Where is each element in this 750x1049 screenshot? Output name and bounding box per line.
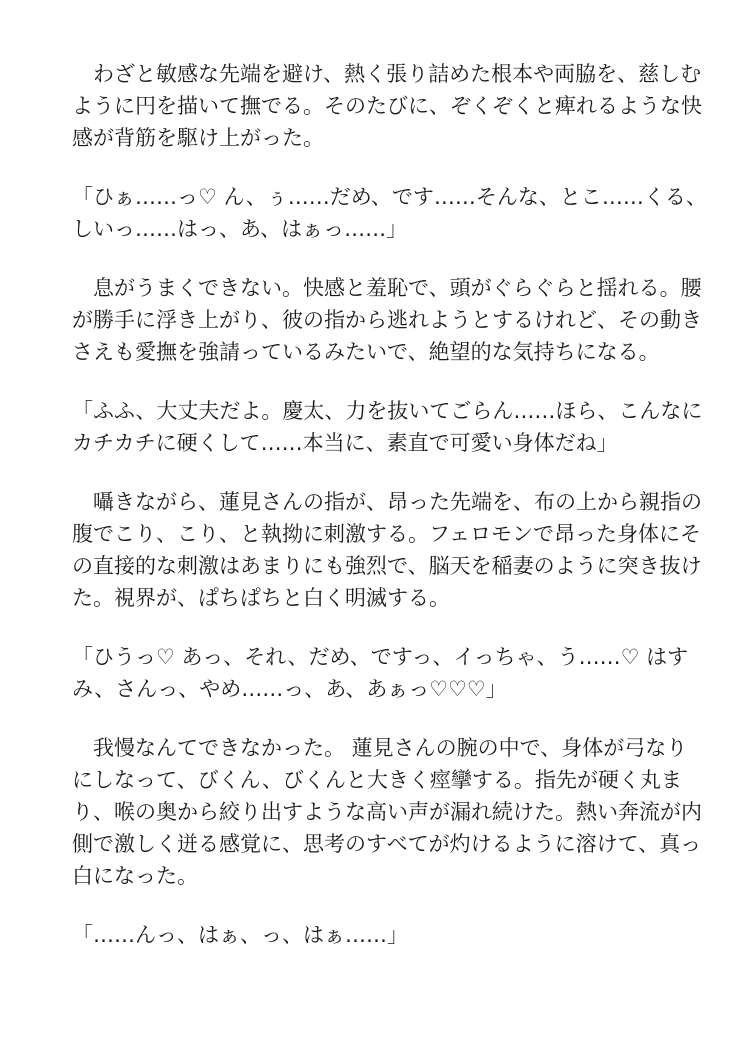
text-line: わざと敏感な先端を避け、熱く張り詰めた根本や両脇を、慈しむ bbox=[93, 62, 702, 86]
text-line: り、喉の奥から絞り出すような高い声が漏れ続けた。熱い奔流が内 bbox=[72, 800, 702, 824]
text-line: み、さんっ、やめ……っ、あ、あぁっ♡♡♡」 bbox=[72, 677, 507, 701]
novel-page bbox=[72, 58, 707, 978]
text-line: ように円を描いて撫でる。そのたびに、ぞくぞくと痺れるような快 bbox=[72, 94, 702, 118]
text-line: が勝手に浮き上がり、彼の指から逃れようとするけれど、その動き bbox=[72, 308, 702, 332]
text-line: 息がうまくできない。快感と羞恥で、頭がぐらぐらと揺れる。腰 bbox=[93, 276, 702, 300]
text-line: 我慢なんてできなかった。 蓮見さんの腕の中で、身体が弓なり bbox=[93, 736, 688, 760]
text-line: 囁きながら、蓮見さんの指が、昂った先端を、布の上から親指の bbox=[93, 490, 702, 514]
text-line: 白になった。 bbox=[72, 864, 198, 888]
text-line: 腹でこり、こり、と執拗に刺激する。フェロモンで昂った身体にそ bbox=[72, 522, 701, 546]
text-line: 「ひぁ……っ♡ ん、ぅ……だめ、です……そんな、とこ……くる、 bbox=[72, 185, 707, 209]
dialogue-paragraph bbox=[72, 395, 703, 459]
text-line: 「ひうっ♡ あっ、それ、だめ、ですっ、イっちゃ、う……♡ はす bbox=[72, 645, 689, 669]
narration-paragraph bbox=[72, 732, 702, 892]
dialogue-paragraph bbox=[72, 919, 678, 951]
narration-paragraph bbox=[72, 58, 702, 154]
text-line: にしなって、びくん、びくんと大きく痙攣する。指先が硬く丸ま bbox=[72, 768, 682, 792]
text-line: た。視界が、ぱちぱちと白く明滅する。 bbox=[72, 586, 450, 610]
text-line: 「……んっ、はぁ、っ、はぁ……」 bbox=[72, 923, 408, 947]
text-line: しいっ……はっ、あ、はぁっ……」 bbox=[72, 217, 408, 241]
text-line: 「ふふ、大丈夫だよ。慶太、力を抜いてごらん……ほら、こんなに bbox=[72, 399, 703, 423]
text-line: さえも愛撫を強請っているみたいで、絶望的な気持ちになる。 bbox=[72, 340, 660, 364]
text-line: 側で激しく迸る感覚に、思考のすべてが灼けるように溶けて、真っ bbox=[72, 832, 702, 856]
dialogue-paragraph bbox=[72, 181, 707, 245]
text-line: 感が背筋を駆け上がった。 bbox=[72, 126, 324, 150]
text-line: カチカチに硬くして……本当に、素直で可愛い身体だね」 bbox=[72, 431, 618, 455]
text-line: の直接的な刺激はあまりにも強烈で、脳天を稲妻のように突き抜け bbox=[72, 554, 702, 578]
dialogue-paragraph bbox=[72, 641, 689, 705]
narration-paragraph bbox=[72, 272, 702, 368]
narration-paragraph bbox=[72, 486, 702, 614]
